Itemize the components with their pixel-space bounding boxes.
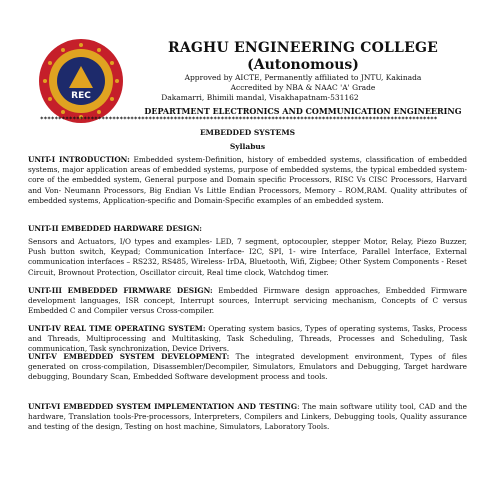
- unit-1-heading: UNIT-I INTRODUCTION:: [28, 155, 130, 164]
- unit-2-heading-row: [28, 224, 467, 234]
- approval-line: Approved by AICTE, Permanently affiliated to JNTU, Kakinada: [184, 73, 422, 82]
- address-line: Dakamarri, Bhimili mandal, Visakhapatnam-531162: [161, 93, 359, 102]
- unit-1-body: Embedded system-Definition, history of embedded systems, classification of embedded systems, major application areas of embedded systems, purpose of embedded systems, the typical embedded system-core of the embedded system, General purpose and Domain specific Processors, RISC Vs CISC Processors, Harvard and Von- Neumann Processors, Big Endian Vs Little Endian Processors, Memory – ROM,RAM. Quality attributes of embedded systems, Application-specific and Domain-Specific examples of an embedded system.: [28, 155, 467, 205]
- unit-2: [28, 237, 467, 278]
- unit-6-body: : The main software utility tool, CAD and the hardware, Translation tools-Pre-processors, Interpreters, Compilers and Linkers, Debugging tools, Quality assurance and testing of the design, Testing on host machine, Simulators, Laboratory Tools.: [28, 402, 467, 432]
- unit-3: [28, 286, 467, 317]
- subject-title: EMBEDDED SYSTEMS: [199, 128, 296, 137]
- department-name: DEPARTMENT ELECTRONICS AND COMMUNICATION ENGINEERING: [144, 106, 462, 116]
- separator-line: **************************************************************************************************************: [40, 116, 438, 123]
- unit-1: [28, 155, 467, 206]
- unit-4-heading: UNIT-IV REAL TIME OPERATING SYSTEM:: [28, 324, 206, 333]
- college-status: (Autonomous): [247, 57, 359, 73]
- accreditation-line: Accredited by NBA & NAAC 'A' Grade: [230, 83, 376, 92]
- unit-2-body: Sensors and Actuators, I/O types and examples- LED, 7 segment, optocoupler, stepper Motor, Relay, Piezo Buzzer, Push button switch, Keypad; Communication Interface- I2C, SPI, 1- wire Interface, Parallel Interface, External communication interfaces – RS232, RS485, Wireless- IrDA, Bluetooth, Wifi, Zigbee; Other System Components - Reset Circuit, Brownout Protection, Oscillator circuit, Real time clock, Watchdog timer.: [28, 237, 467, 277]
- unit-4: [28, 324, 467, 355]
- unit-6-heading: UNIT-VI EMBEDDED SYSTEM IMPLEMENTATION AND TESTING: [28, 402, 298, 411]
- unit-6: [28, 402, 467, 433]
- unit-2-heading: UNIT-II EMBEDDED HARDWARE DESIGN:: [28, 224, 202, 233]
- college-logo: [36, 36, 126, 126]
- college-name: RAGHU ENGINEERING COLLEGE: [167, 40, 438, 56]
- unit-3-body: Embedded Firmware design approaches, Embedded Firmware development languages, ISR concept, Interrupt sources, Interrupt servicing mechanism, Concepts of C versus Embedded C and Compiler versus Cross-compiler.: [28, 286, 467, 316]
- logo-inner-text: REC: [71, 91, 91, 101]
- unit-5-heading: UNIT-V EMBEDDED SYSTEM DEVELOPMENT:: [28, 352, 230, 361]
- unit-5-body: The integrated development environment, Types of files generated on cross-compilation, Disassembler/Decompiler, Simulators, Emulators and Debugging, Target hardware debugging, Boundary Scan, Embedded Software development process and tools.: [28, 352, 468, 382]
- unit-3-heading: UNIT-III EMBEDDED FIRMWARE DESIGN:: [28, 286, 213, 295]
- unit-5: [28, 352, 467, 383]
- syllabus-heading: Syllabus: [229, 142, 266, 151]
- unit-4-body: Operating system basics, Types of operating systems, Tasks, Process and Threads, Multiprocessing and Multitasking, Task Scheduling, Threads, Processes and Scheduling, Task communication, Task synchronization, Device Drivers.: [28, 324, 467, 354]
